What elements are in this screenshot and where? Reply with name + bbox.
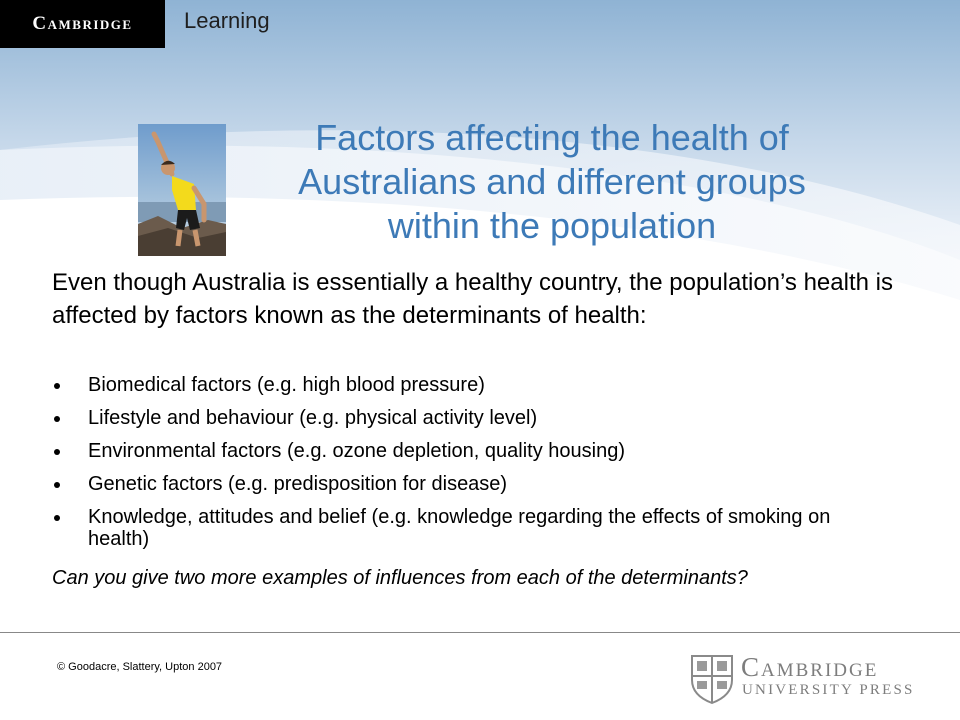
bullet-icon: [54, 515, 60, 521]
list-item: [52, 374, 872, 396]
intro-paragraph: Even though Australia is essentially a healthy country, the population’s health is affected by factors known as the determinants of health:: [52, 269, 893, 329]
list-item: [52, 506, 872, 550]
bullet-icon: [54, 449, 60, 455]
publisher-line1: Cambridge: [741, 652, 879, 682]
determinants-list: [52, 374, 872, 561]
list-item: [52, 407, 872, 429]
bullet-icon: [54, 482, 60, 488]
header-bar: [0, 0, 960, 48]
publisher-name: [741, 652, 878, 683]
list-item-text: Biomedical factors (e.g. high blood pressure): [88, 374, 485, 396]
list-item: [52, 473, 872, 495]
brand-label: Cambridge: [32, 13, 133, 34]
bullet-icon: [54, 416, 60, 422]
university-crest-icon: [690, 654, 734, 704]
copyright-text: © Goodacre, Slattery, Upton 2007: [57, 661, 223, 673]
slide-title: Factors affecting the health of Australians and different groups within the population: [298, 117, 806, 246]
list-item-text: Environmental factors (e.g. ozone depletion, quality housing): [88, 440, 625, 462]
list-item-text: Genetic factors (e.g. predisposition for disease): [88, 473, 508, 495]
cambridge-brand: [0, 0, 165, 48]
discussion-question: Can you give two more examples of influences from each of the determinants?: [52, 567, 748, 589]
product-label: Learning: [184, 8, 270, 33]
list-item-text: Lifestyle and behaviour (e.g. physical activity level): [88, 407, 538, 429]
footer-divider: [0, 632, 960, 633]
list-item-text: Knowledge, attitudes and belief (e.g. knowledge regarding the effects of smoking on health): [88, 506, 831, 550]
bullet-icon: [54, 383, 60, 389]
person-stretching-photo: [138, 124, 226, 256]
publisher-subtitle: UNIVERSITY PRESS: [742, 682, 915, 698]
list-item: [52, 440, 872, 462]
